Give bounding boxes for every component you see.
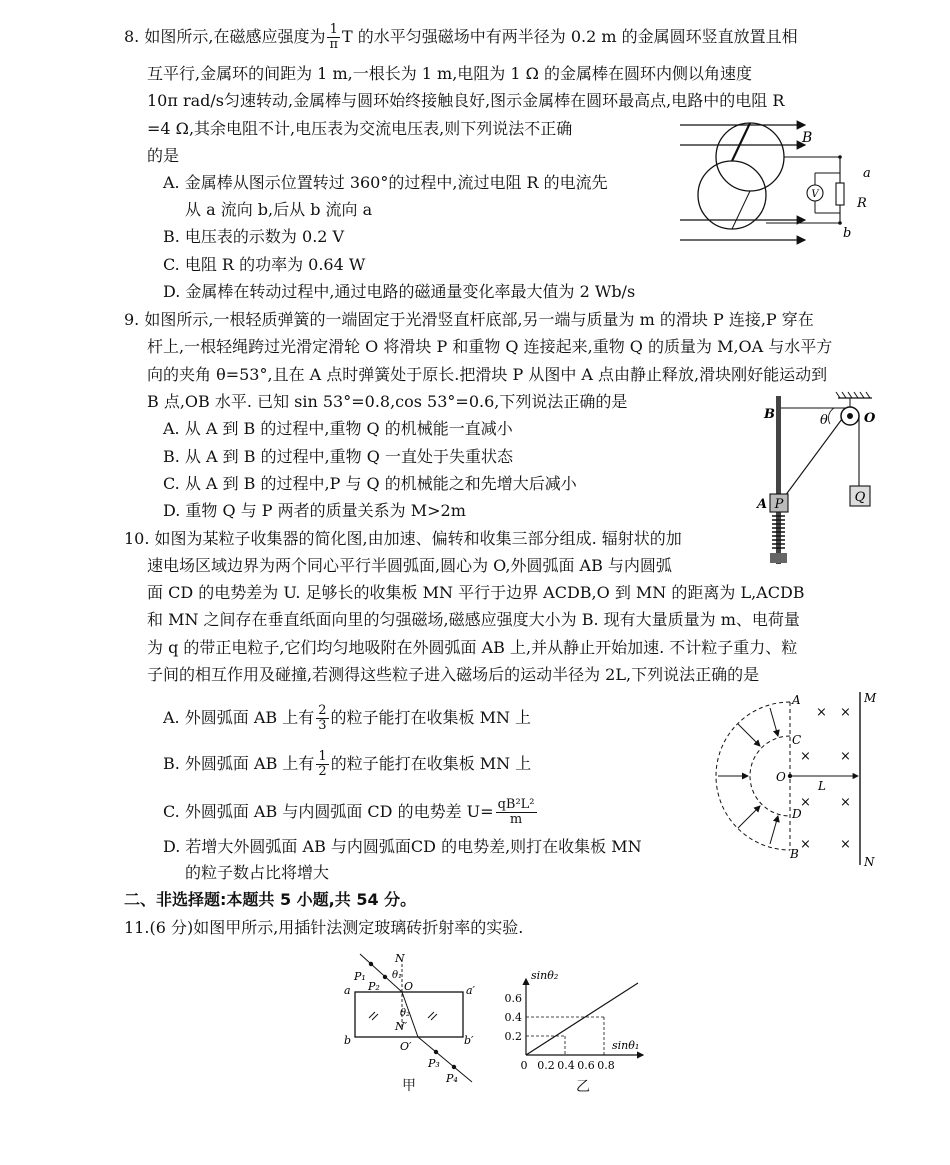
metal-ring-back — [716, 123, 784, 191]
vertical-rod — [776, 396, 781, 564]
label-theta1: θ₁ — [392, 970, 403, 981]
label-theta2: θ₂ — [400, 1008, 411, 1019]
label-a: a — [863, 166, 871, 181]
label-N: N — [864, 855, 875, 869]
y-tick: 0.2 — [504, 1030, 522, 1043]
label-b-prime: b′ — [464, 1034, 474, 1047]
label-P3: P₃ — [428, 1057, 440, 1070]
q10-figure — [708, 690, 888, 870]
label-P: P — [774, 497, 784, 512]
x-tick: 0.2 — [537, 1059, 555, 1072]
field-cross: × — [840, 749, 851, 764]
q8-line-5: 的是 — [147, 146, 180, 165]
label-B: B — [790, 847, 799, 861]
label-A: A — [757, 497, 768, 512]
q10-option-c: C. 外圆弧面 AB 与内圆弧面 CD 的电势差 U= $\frac{\text{qB²L²}}{m}$ — [163, 797, 535, 827]
label-B: B — [802, 130, 813, 146]
q10-line-4: 和 MN 之间存在垂直纸面向里的匀强磁场,磁感应强度大小为 B. 现有大量质量为 m、电荷量 — [147, 610, 800, 629]
q8-option-c: C. 电阻 R 的功率为 0.64 W — [163, 255, 366, 274]
field-arrow — [770, 816, 778, 844]
label-theta: θ — [820, 413, 828, 428]
q8-option-a: A. 金属棒从图示位置转过 360°的过程中,流过电阻 R 的电流先 — [163, 173, 608, 192]
q9-option-a: A. 从 A 到 B 的过程中,重物 Q 的机械能一直减小 — [163, 419, 513, 438]
label-P4: P₄ — [446, 1072, 458, 1085]
pin-P3 — [434, 1050, 438, 1054]
label-B: B — [764, 407, 775, 422]
label-P1: P₁ — [354, 970, 366, 983]
q8-line-4: =4 Ω,其余电阻不计,电压表为交流电压表,则下列说法不正确 — [147, 119, 573, 138]
field-arrow — [770, 708, 778, 736]
q9-line-2: 杆上,一根轻绳跨过光滑定滑轮 O 将滑块 P 和重物 Q 连接起来,重物 Q 的质量为 M,OA 与水平方 — [147, 337, 833, 356]
label-A: A — [792, 693, 801, 707]
label-D: D — [792, 807, 802, 821]
rod-base — [770, 553, 787, 563]
q10-option-d-cont: 的粒子数占比将增大 — [185, 863, 330, 882]
label-O: O — [776, 770, 786, 784]
q9-line-3: 向的夹角 θ=53°,且在 A 点时弹簧处于原长.把滑块 P 从图中 A 点由静止释放,滑块刚好能运动到 — [147, 365, 828, 384]
q9-option-b: B. 从 A 到 B 的过程中,重物 Q 一直处于失重状态 — [163, 447, 513, 466]
y-tick: 0.4 — [504, 1011, 522, 1024]
q8-figure — [675, 115, 880, 255]
label-N: N — [395, 952, 405, 965]
label-b: b — [843, 226, 852, 241]
label-R: R — [857, 196, 867, 211]
x-label: sinθ₁ — [612, 1039, 640, 1052]
label-a-prime: a′ — [466, 984, 476, 997]
q11-figure-yi — [498, 965, 648, 1075]
label-a: a — [344, 984, 351, 997]
q9-number: 9. — [124, 310, 140, 329]
q8-line-1: 8. 如图所示,在磁感应强度为 $\frac{1}{\pi}$ T 的水平匀强磁场中有两半径为 0.2 m 的金属圆环竖直放置且相 — [124, 22, 798, 52]
q9-option-d: D. 重物 Q 与 P 两者的质量关系为 M>2m — [163, 501, 466, 520]
q10-option-a: A. 外圆弧面 AB 上有 $\frac{2}{3}$ 的粒子能打在收集板 MN 上 — [163, 703, 532, 733]
q8-option-d: D. 金属棒在转动过程中,通过电路的磁通量变化率最大值为 2 Wb/s — [163, 282, 636, 301]
pin-P2 — [383, 975, 387, 979]
q10-option-b: B. 外圆弧面 AB 上有 $\frac{1}{2}$ 的粒子能打在收集板 MN 上 — [163, 749, 532, 779]
q10-option-d: D. 若增大外圆弧面 AB 与内圆弧面CD 的电势差,则打在收集板 MN — [163, 837, 642, 856]
rope-OA — [785, 419, 842, 496]
label-N-prime: N′ — [395, 1020, 408, 1033]
caption-jia: 甲 — [402, 1078, 416, 1094]
x-tick: 0.8 — [597, 1059, 615, 1072]
field-cross: × — [800, 749, 811, 764]
metal-ring-front — [698, 161, 766, 229]
q10-line-6: 子间的相互作用及碰撞,若测得这些粒子进入磁场后的运动半径为 2L,下列说法正确的是 — [147, 665, 760, 684]
q10-line-3: 面 CD 的电势差为 U. 足够长的收集板 MN 平行于边界 ACDB,O 到 MN 的距离为 L,ACDB — [147, 583, 805, 602]
field-cross: × — [816, 705, 827, 720]
label-C: C — [792, 733, 802, 747]
label-P2: P₂ — [368, 980, 380, 993]
q8-line-2: 互平行,金属环的间距为 1 m,一根长为 1 m,电阻为 1 Ω 的金属棒在圆环内侧以角速度 — [147, 64, 753, 83]
q10-number: 10. — [124, 529, 150, 548]
q8-line-3: 10π rad/s匀速转动,金属棒与圆环始终接触良好,图示金属棒在圆环最高点,电路中的电阻 R — [147, 91, 785, 110]
field-cross: × — [840, 795, 851, 810]
q8-option-b: B. 电压表的示数为 0.2 V — [163, 227, 345, 246]
field-cross: × — [800, 795, 811, 810]
field-arrow — [738, 806, 760, 828]
q10-line-5: 为 q 的带正电粒子,它们均匀地吸附在外圆弧面 AB 上,并从静止开始加速. 不计粒子重力、粒 — [147, 638, 798, 657]
center-O — [788, 774, 792, 778]
field-cross: × — [840, 705, 851, 720]
label-M: M — [864, 691, 877, 705]
q10-line-2: 速电场区域边界为两个同心平行半圆弧面,圆心为 O,外圆弧面 AB 与内圆弧 — [147, 556, 672, 575]
caption-yi: 乙 — [576, 1079, 590, 1095]
spring — [772, 516, 785, 548]
x-tick: 0 — [520, 1059, 528, 1072]
label-O: O — [404, 980, 414, 993]
ring-axis — [732, 191, 750, 229]
label-V: V — [811, 189, 819, 200]
label-O: O — [864, 411, 876, 426]
y-label: sinθ₂ — [531, 969, 559, 982]
q8-fraction: $\frac{1}{\pi}$ — [329, 22, 338, 52]
label-Q: Q — [854, 490, 866, 505]
field-arrow — [738, 724, 760, 746]
q8-number: 8. — [124, 27, 140, 46]
field-cross: × — [800, 837, 811, 852]
y-tick: 0.6 — [504, 992, 522, 1005]
q9-figure — [752, 388, 887, 568]
resistor-icon — [836, 183, 844, 205]
section-heading: 二、非选择题:本题共 5 小题,共 54 分。 — [124, 890, 417, 909]
label-L: L — [818, 779, 826, 793]
x-tick: 0.4 — [557, 1059, 575, 1072]
metal-rod — [732, 123, 750, 161]
label-O-prime: O′ — [400, 1040, 412, 1053]
x-tick: 0.6 — [577, 1059, 595, 1072]
q11-figure-jia — [340, 950, 480, 1090]
q11-line-1: 11.(6 分)如图甲所示,用插针法测定玻璃砖折射率的实验. — [124, 918, 524, 937]
q9-option-c: C. 从 A 到 B 的过程中,P 与 Q 的机械能之和先增大后减小 — [163, 474, 577, 493]
label-b: b — [344, 1034, 352, 1047]
field-cross: × — [840, 837, 851, 852]
ceiling-mount — [836, 392, 872, 408]
q9-line-1: 9. 如图所示,一根轻质弹簧的一端固定于光滑竖直杆底部,另一端与质量为 m 的滑块 P 连接,P 穿在 — [124, 310, 814, 329]
q9-line-4: B 点,OB 水平. 已知 sin 53°=0.8,cos 53°=0.6,下列说法正确的是 — [147, 392, 628, 411]
pin-P1 — [369, 962, 373, 966]
q10-line-1: 10. 如图为某粒子收集器的简化图,由加速、偏转和收集三部分组成. 辐射状的加 — [124, 529, 682, 548]
q8-option-a-cont: 从 a 流向 b,后从 b 流向 a — [185, 200, 373, 219]
pin-P4 — [452, 1065, 456, 1069]
